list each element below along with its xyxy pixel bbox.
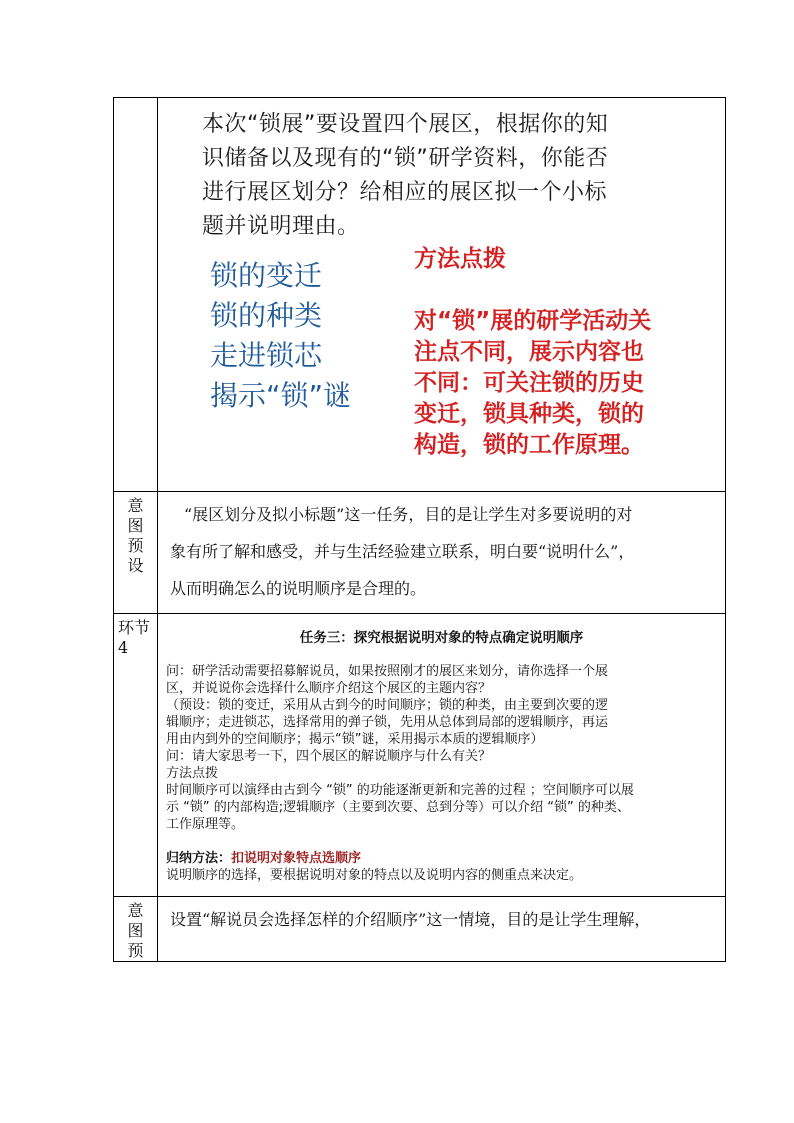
task-preset-line: （预设：锁的变迁，采用从古到今的时间顺序；锁的种类，由主要到次要的逻 [166,698,609,713]
slide-question-line: 本次“锁展”要设置四个展区，根据你的知 [202,112,609,137]
intent-label-char: 图 [127,921,144,940]
intent-label-cell [114,492,158,614]
slide-question [202,108,702,244]
summary-emphasis: 扣说明对象特点选顺序 [231,851,362,866]
method-body [166,782,717,833]
intent-label-char: 意 [127,496,144,515]
intent-label-char: 设 [127,556,144,575]
slide-question-line: 进行展区划分？给相应的展区拟一个小标 [202,180,608,205]
intent-label-char: 预 [127,536,144,555]
zone-title: 揭示“锁”谜 [210,379,352,412]
zone-title-list [210,256,351,416]
zone-title: 走进锁芯 [210,339,323,372]
intent-row-2 [114,897,726,962]
summary-line [166,850,717,867]
slide-tip-line: 不同：可关注锁的历史 [414,370,644,396]
summary [166,850,717,884]
method-line: 工作原理等。 [166,817,245,832]
method-line: 示 “锁” 的内部构造;逻辑顺序（主要到次要、总到分等）可以介绍 “锁” 的种类、 [166,800,630,815]
intent-text-cell-2 [158,897,726,962]
slide-tip-body [414,306,651,461]
task-row [114,614,726,897]
task-preset-line: 辑顺序；走进锁芯，选择常用的弹子锁，先用从总体到局部的逻辑顺序，再运 [166,715,609,730]
method-title [166,765,717,782]
stage-label-line: 环节 [118,618,151,637]
slide-tip-line: 变迁，锁具种类，锁的 [414,401,644,427]
task-question-2-text: 问：请大家思考一下，四个展区的解说顺序与什么有关？ [166,749,492,764]
lesson-plan-table [113,97,726,962]
intent-row-1 [114,492,726,614]
intent-line: 设置“解说员会选择怎样的介绍顺序”这一情境，目的是让学生理解， [170,910,651,929]
intent-line: “展区划分及拟小标题”这一任务，目的是让学生对多要说明的对 [184,505,633,524]
task-preset [166,697,717,748]
method-title-text: 方法点拨 [166,766,219,781]
stage-label-line: 4 [118,638,129,657]
intent-label-char: 预 [127,941,144,960]
slide-cell [158,98,726,492]
task-question-line: 区，并说说你会选择什么顺序介绍这个展区的主题内容？ [166,681,492,696]
slide-image [158,98,725,491]
slide-label-cell [114,98,158,492]
zone-title: 锁的变迁 [210,259,323,292]
intent-text-cell [158,492,726,614]
task-question-2 [166,748,717,765]
zone-title: 锁的种类 [210,299,323,332]
task-question [166,663,717,697]
intent-label-char: 图 [127,516,144,535]
slide-tip-line: 对“锁”展的研学活动关 [414,308,652,334]
intent-label-char: 意 [127,901,144,920]
intent-line: 从而明确怎么的说明顺序是合理的。 [170,579,427,598]
task-content-cell [158,614,726,897]
slide-tip-line: 注点不同，展示内容也 [414,339,644,365]
intent-line: 象有所了解和感受，并与生活经验建立联系，明白要“说明什么”， [170,542,635,561]
task-title: 任务三：探究根据说明对象的特点确定说明顺序 [299,630,584,646]
task-preset-line: 用由内到外的空间顺序；揭示“锁”谜，采用揭示本质的逻辑顺序） [166,732,544,747]
slide-tip-title: 方法点拨 [414,246,506,272]
stage-label-cell [114,614,158,897]
summary-text: 说明顺序的选择，要根据说明对象的特点以及说明内容的侧重点来决定。 [166,868,583,883]
intent-label-cell-2 [114,897,158,962]
slide-tip-line: 构造，锁的工作原理。 [414,432,644,458]
task-question-line: 问：研学活动需要招募解说员，如果按照刚才的展区来划分，请你选择一个展 [166,664,609,679]
slide-question-line: 识储备以及现有的“锁”研学资料，你能否 [202,146,609,171]
method-line: 时间顺序可以演绎由古到今 “锁” 的功能逐渐更新和完善的过程 ；空间顺序可以展 [166,783,634,798]
slide-row [114,98,726,492]
slide-question-line: 题并说明理由。 [202,214,360,239]
summary-label: 归纳方法： [166,851,232,866]
